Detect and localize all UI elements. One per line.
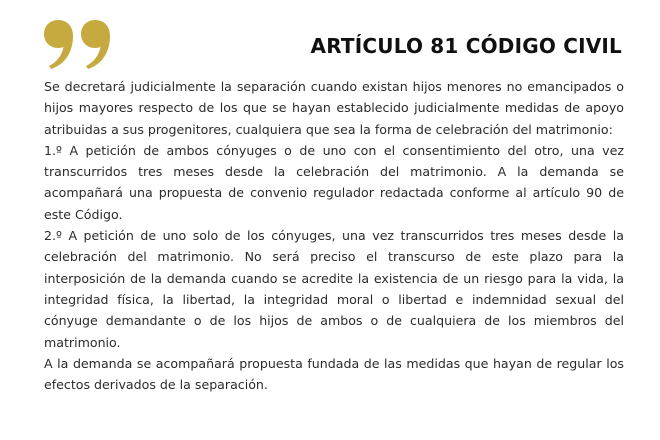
page-title: ARTÍCULO 81 CÓDIGO CIVIL [310,34,622,58]
quotation-marks-icon [42,18,114,70]
article-paragraph-2: 2.º A petición de uno solo de los cónyuges, una vez transcurridos tres meses desde la celebración del matrimonio. No será preciso el transcurso de este plazo para la interposición de la demanda cuando se acredite la existencia de un riesgo para la vida, la integridad física, la libertad, la integridad moral o libertad e indemnidad sexual del cónyuge demandante o de los hijos de ambos o de cualquiera de los miembros del matrimonio. [44,228,624,350]
article-body [44,76,624,395]
article-paragraph-1: 1.º A petición de ambos cónyuges o de uno con el consentimiento del otro, una vez transcurridos tres meses desde la celebración del matrimonio. A la demanda se acompañará una propuesta de convenio regulador redactada conforme al artículo 90 de este Código. [44,142,624,222]
article-paragraph-intro: Se decretará judicialmente la separación cuando existan hijos menores no emancipados o hijos mayores respecto de los que se hayan establecido judicialmente medidas de apoyo atribuidas a sus progenitores, cualquiera que sea la forma de celebración del matrimonio: [44,79,624,137]
article-paragraph-closing: A la demanda se acompañará propuesta fundada de las medidas que hayan de regular los efectos derivados de la separación. [44,355,624,393]
